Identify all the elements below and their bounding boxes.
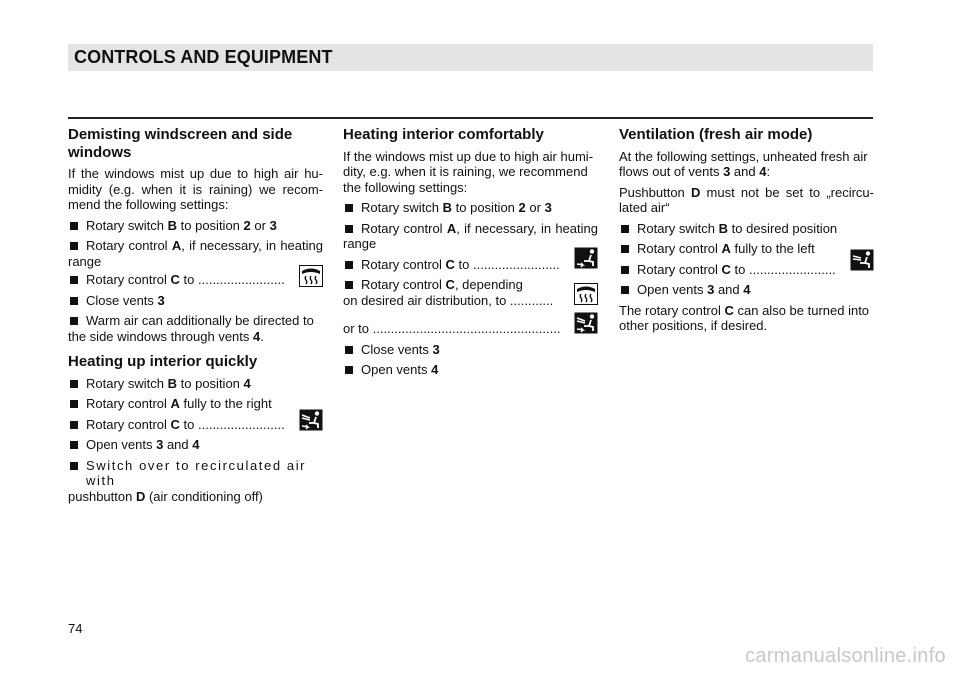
section-heading-heating-comfortably: Heating interior comfortably	[343, 126, 544, 143]
bullet-icon	[70, 462, 78, 470]
list-item: Close vents 3	[68, 293, 323, 309]
list-item: Rotary switch B to position 2 or 3	[68, 218, 323, 234]
list-item: Close vents 3	[343, 342, 598, 358]
bullet-icon	[70, 222, 78, 230]
bullet-icon	[621, 225, 629, 233]
list-item: Rotary control C, depending on desired air distribution, to ............	[343, 277, 598, 308]
list-item: Rotary control A, if necessary, in heating range	[68, 238, 323, 269]
bullet-icon	[70, 242, 78, 250]
closing-note: The rotary control C can also be turned into other positions, if desired.	[619, 302, 870, 333]
section-divider	[68, 117, 873, 119]
bullet-icon	[621, 266, 629, 274]
bullet-icon	[345, 346, 353, 354]
bullet-icon	[621, 245, 629, 253]
list-item: Rotary control C to ........................	[343, 257, 598, 273]
section-heading-demisting: Demisting windscreen and side windows	[68, 126, 293, 161]
column-heating-comfortably	[343, 126, 598, 383]
list-item: Rotary control A fully to the left	[619, 241, 874, 257]
bullet-icon	[345, 281, 353, 289]
bullet-icon	[70, 421, 78, 429]
section-heading-ventilation: Ventilation (fresh air mode)	[619, 126, 813, 143]
bullet-icon	[70, 317, 78, 325]
bullet-icon	[70, 380, 78, 388]
windscreen-defrost-icon	[574, 283, 598, 305]
bullet-icon	[70, 276, 78, 284]
intro-text: At the following settings, unheated fresh air flows out of vents 3 and 4:	[619, 148, 868, 179]
bullet-icon	[345, 225, 353, 233]
air-to-feet-icon	[574, 247, 598, 269]
list-item: Open vents 3 and 4	[619, 282, 874, 298]
or-line: or to ....................................................	[343, 321, 598, 337]
section-heading-heating-quickly: Heating up interior quickly	[68, 353, 258, 370]
list-item: Rotary control C to ........................	[619, 262, 874, 278]
page-title: CONTROLS AND EQUIPMENT	[74, 47, 333, 67]
windscreen-defrost-icon	[299, 265, 323, 287]
air-to-body-and-feet-icon	[574, 312, 598, 334]
bullet-icon	[70, 400, 78, 408]
bullet-icon	[70, 441, 78, 449]
list-item: Open vents 3 and 4	[68, 437, 323, 453]
air-to-body-and-feet-icon	[299, 409, 323, 431]
bullet-icon	[345, 366, 353, 374]
bullet-icon	[70, 297, 78, 305]
bullet-icon	[345, 261, 353, 269]
list-item: Rotary switch B to position 2 or 3	[343, 200, 598, 216]
header-bar	[68, 44, 873, 71]
list-item: Rotary control A, if necessary, in heating range	[343, 220, 598, 251]
list-item: Warm air can additionally be directed to the side windows through vents 4.	[68, 313, 314, 344]
intro-text: If the windows mist up due to high air humidity (e.g. when it is raining) we recommend the following settings:	[68, 166, 323, 212]
list-item: Open vents 4	[343, 362, 598, 378]
list-item: Switch over to recirculated air with pushbutton D (air conditioning off)	[68, 457, 307, 504]
list-item: Rotary switch B to desired position	[619, 221, 874, 237]
intro-text: If the windows mist up due to high air humidity, e.g. when it is raining, we recommend the following settings:	[343, 148, 594, 195]
list-item: Rotary control C to ........................	[68, 272, 323, 288]
list-item: Rotary switch B to position 4	[68, 376, 323, 392]
list-item: Rotary control C to ........................	[68, 417, 323, 433]
page-number: 74	[68, 621, 83, 636]
list-item: Rotary control A fully to the right	[68, 396, 323, 412]
column-ventilation	[619, 126, 874, 339]
watermark: carmanualsonline.info	[745, 645, 946, 667]
recirculation-note: Pushbutton D must not be set to „recirculated air“	[619, 184, 874, 215]
column-demisting	[68, 126, 323, 509]
air-to-body-icon	[850, 249, 874, 271]
bullet-icon	[621, 286, 629, 294]
bullet-icon	[345, 204, 353, 212]
